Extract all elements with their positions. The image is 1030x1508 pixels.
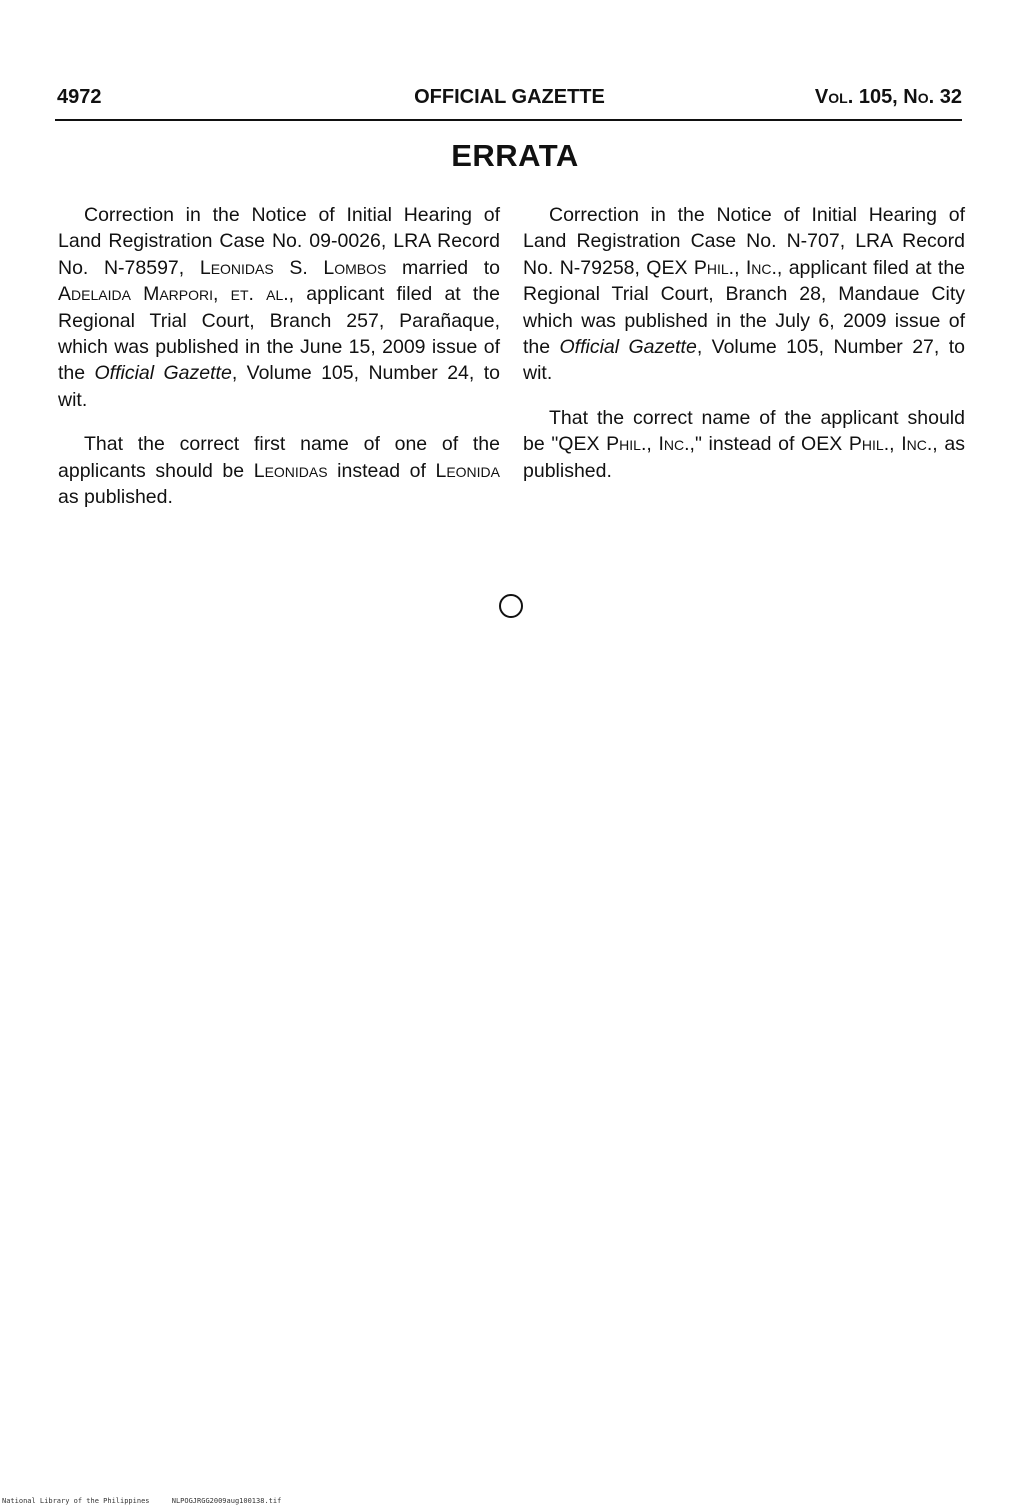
publication-reference: Official Gazette — [94, 362, 232, 385]
text-run: instead of — [327, 459, 436, 482]
right-correction-notice — [523, 202, 965, 387]
publication-reference: Official Gazette — [559, 336, 697, 359]
right-column — [523, 202, 965, 502]
text-run: That the correct first name of one of the applicants should be — [58, 433, 500, 482]
text-run: , applicant filed at the Regional Trial Court, Branch 28, Mandaue City which was published in the July 6, 2009 issue of the — [523, 256, 966, 359]
text-run: , Volume 105, Number 24, to wit. — [58, 362, 500, 411]
applicant-name: Adelaida Marpori, et. al. — [58, 283, 289, 306]
wrong-name: Phil., Inc. — [848, 433, 933, 456]
applicant-name: Phil., Inc. — [693, 256, 777, 279]
section-title: ERRATA — [451, 138, 579, 173]
library-credit: National Library of the Philippines — [2, 1497, 150, 1505]
file-identifier: NLPOGJRGG2009aug100138.tif — [171, 1497, 282, 1505]
text-run: Correction in the Notice of Initial Hearing of Land Registration Case No. 09-0026, LRA Record No. N-78597, — [58, 204, 500, 279]
publication-name: OFFICIAL GAZETTE — [414, 86, 605, 108]
left-column — [58, 202, 500, 528]
scan-footer — [2, 1497, 299, 1505]
left-correction-notice — [58, 202, 500, 413]
text-run: married to — [386, 256, 500, 279]
end-of-section-mark — [499, 594, 523, 618]
page-number: 4972 — [57, 86, 102, 108]
text-run: as published. — [58, 486, 173, 509]
page-header — [57, 86, 962, 112]
wrong-name: Leonida — [435, 459, 500, 482]
correct-name: Leonidas — [253, 459, 328, 482]
applicant-name: Leonidas S. Lombos — [199, 256, 387, 279]
text-run: Correction in the Notice of Initial Hearing of Land Registration Case No. N-707, LRA Record No. N-79258, QEX — [523, 204, 965, 279]
text-run: , applicant filed at the Regional Trial Court, Branch 257, Parañaque, which was published in the June 15, 2009 issue of the — [58, 283, 500, 385]
right-correction-statement — [523, 405, 965, 484]
correct-name: Phil., Inc. — [606, 433, 690, 456]
left-correction-statement — [58, 431, 500, 510]
text-run: , as published. — [523, 433, 965, 482]
text-run: That the correct name of the applicant should be "QEX — [523, 406, 965, 456]
volume-issue: Vol. 105, No. 32 — [814, 86, 962, 108]
header-rule — [55, 119, 962, 121]
text-run: ," instead of OEX — [689, 433, 849, 456]
text-run: , Volume 105, Number 27, to wit. — [523, 336, 965, 385]
